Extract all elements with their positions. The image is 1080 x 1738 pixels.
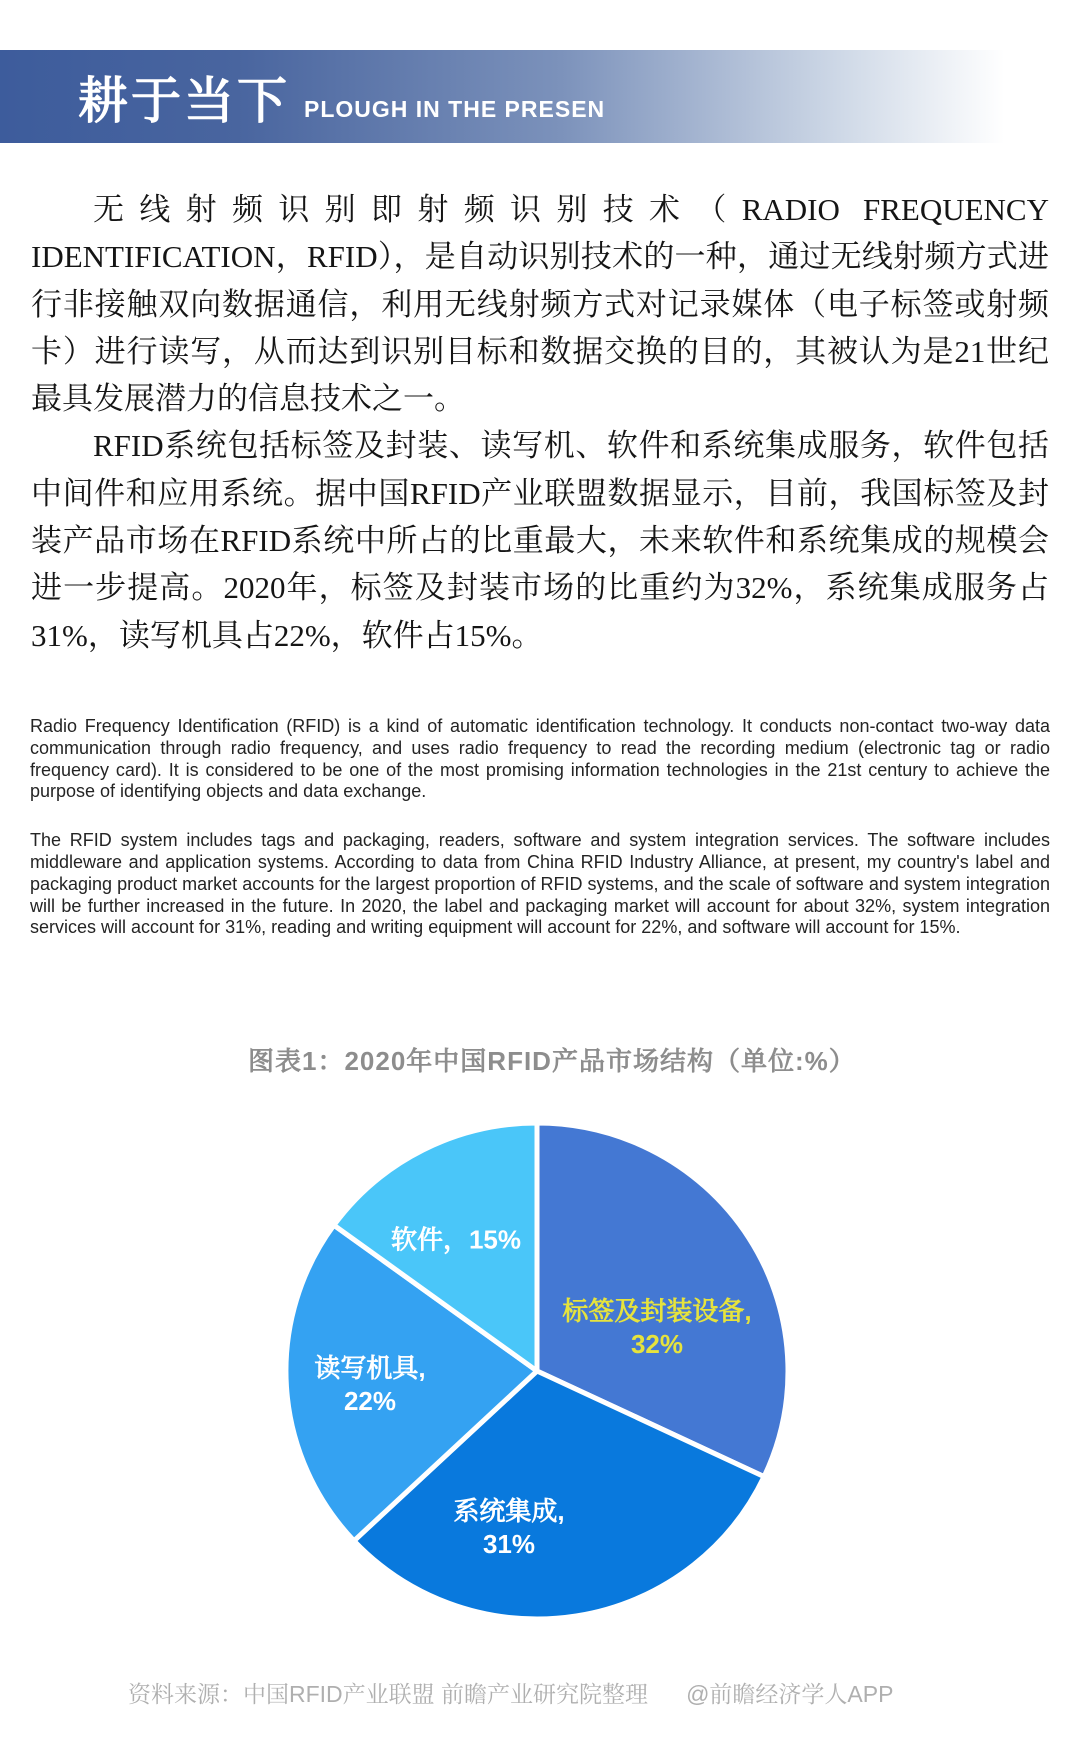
footer-source: 资料来源：中国RFID产业联盟 前瞻产业研究院整理 (128, 1681, 649, 1707)
pie-chart (257, 1091, 817, 1631)
article-english (30, 716, 1050, 939)
footer-handle: @前瞻经济学人APP (686, 1681, 894, 1707)
header-subtitle: PLOUGH IN THE PRESEN (304, 96, 606, 122)
header-title: 耕于当下 (78, 72, 290, 129)
paragraph-cn-1: 无线射频识别即射频识别技术（RADIO FREQUENCY IDENTIFICATION，RFID），是自动识别技术的一种，通过无线射频方式进行非接触双向数据通信，利用无线射频方式对记录媒体（电子标签或射频卡）进行读写，从而达到识别目标和数据交换的目的，其被认为是21世纪最具发展潜力的信息技术之一。 (31, 192, 1049, 417)
footer (128, 1676, 893, 1709)
pie-label-标签及封装设备: 标签及封装设备, 32% (562, 1296, 752, 1359)
chart-title: 图表1：2020年中国RFID产品市场结构（单位:%） (248, 1046, 856, 1076)
pie-label-软件: 软件，15% (390, 1224, 522, 1255)
pie-label-读写机具: 读写机具, 22% (314, 1353, 426, 1416)
paragraph-cn-2: RFID系统包括标签及封装、读写机、软件和系统集成服务，软件包括中间件和应用系统。据中国RFID产业联盟数据显示，目前，我国标签及封装产品市场在RFID系统中所占的比重最大，未来软件和系统集成的规模会进一步提高。2020年，标签及封装市场的比重约为32%，系统集成服务占31%，读写机具占22%，软件占15%。 (31, 428, 1049, 653)
paragraph-en-2: The RFID system includes tags and packaging, readers, software and system integration services. The software includes middleware and application systems. According to data from China RFID Industry Alliance, at present, my country's label and packaging product market accounts for the largest proportion of RFID systems, and the scale of software and system integration will be further increased in the future. In 2020, the label and packaging market will account for about 32%, system integration services will account for 31%, reading and writing equipment will account for 22%, and software will account for 15%. (30, 830, 1050, 938)
article-chinese (31, 186, 1049, 659)
pie-label-系统集成: 系统集成, 31% (453, 1496, 565, 1559)
header-banner (0, 50, 1080, 143)
paragraph-en-1: Radio Frequency Identification (RFID) is a kind of automatic identification technology. It conducts non-contact two-way data communication through radio frequency, and uses radio frequency to read the recording medium (electronic tag or radio frequency card). It is considered to be one of the most promising information technologies in the 21st century to achieve the purpose of identifying objects and data exchange. (30, 716, 1050, 802)
